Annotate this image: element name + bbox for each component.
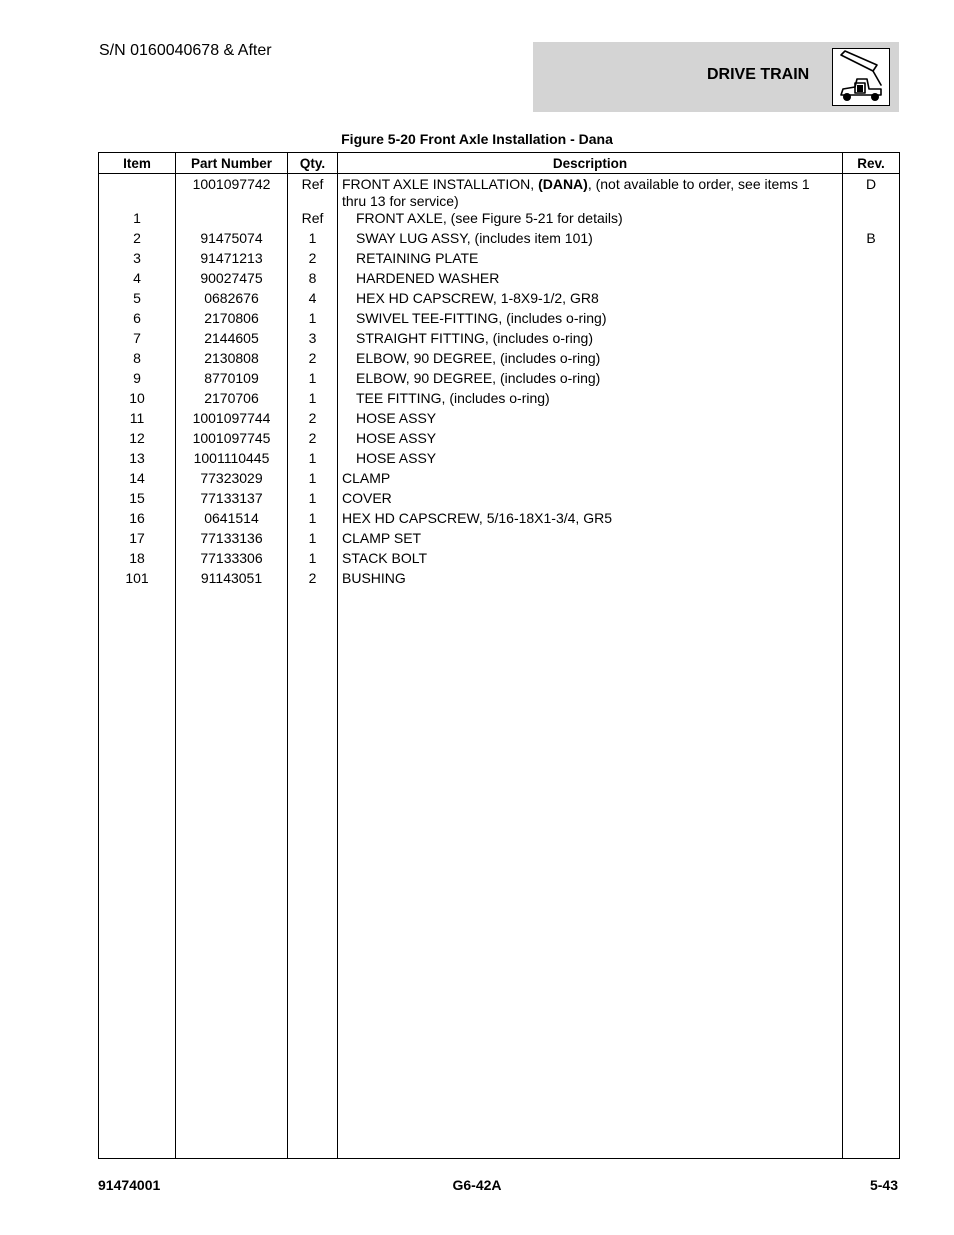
- rev-cell: [843, 210, 900, 230]
- part-number-cell: 1001110445: [176, 450, 288, 470]
- item-cell: 15: [99, 490, 176, 510]
- description-text: HEX HD CAPSCREW, 1-8X9-1/2, GR8: [356, 290, 599, 306]
- part-number-cell: [176, 210, 288, 230]
- qty-cell: 1: [288, 510, 338, 530]
- parts-table: [98, 152, 900, 1159]
- item-cell: 17: [99, 530, 176, 550]
- empty-cell: [288, 590, 338, 1159]
- telehandler-icon: [832, 48, 890, 106]
- description-text: HARDENED WASHER: [356, 270, 500, 286]
- description-cell: [338, 230, 843, 250]
- column-header-qty: Qty.: [288, 153, 338, 174]
- table-row: [99, 290, 900, 310]
- description-text: CLAMP SET: [342, 530, 422, 546]
- part-number-cell: 8770109: [176, 370, 288, 390]
- part-number-cell: 77133137: [176, 490, 288, 510]
- item-cell: 2: [99, 230, 176, 250]
- rev-cell: [843, 430, 900, 450]
- description-cell: [338, 470, 843, 490]
- part-number-cell: 77133306: [176, 550, 288, 570]
- description-text: BUSHING: [342, 570, 406, 586]
- qty-cell: 1: [288, 310, 338, 330]
- footer-model: G6-42A: [452, 1177, 502, 1193]
- rev-cell: D: [843, 174, 900, 211]
- description-cell: [338, 550, 843, 570]
- column-header-part-number: Part Number: [176, 153, 288, 174]
- description-text: CLAMP: [342, 470, 391, 486]
- description-cell: [338, 510, 843, 530]
- qty-cell: 1: [288, 450, 338, 470]
- rev-cell: [843, 550, 900, 570]
- description-cell: [338, 310, 843, 330]
- table-row: [99, 350, 900, 370]
- qty-cell: 1: [288, 390, 338, 410]
- table-row: [99, 550, 900, 570]
- rev-cell: [843, 570, 900, 590]
- part-number-cell: 77323029: [176, 470, 288, 490]
- qty-cell: 2: [288, 570, 338, 590]
- part-number-cell: 2170806: [176, 310, 288, 330]
- part-number-cell: 1001097744: [176, 410, 288, 430]
- item-cell: 14: [99, 470, 176, 490]
- qty-cell: 2: [288, 350, 338, 370]
- table-row: [99, 310, 900, 330]
- description-cell: [338, 450, 843, 470]
- table-row: [99, 490, 900, 510]
- part-number-cell: 0641514: [176, 510, 288, 530]
- part-number-cell: 91143051: [176, 570, 288, 590]
- part-number-cell: 2170706: [176, 390, 288, 410]
- description-text: COVER: [342, 490, 392, 506]
- description-text: SWAY LUG ASSY, (includes item 101): [356, 230, 593, 246]
- description-cell: [338, 210, 843, 230]
- table-row: [99, 530, 900, 550]
- description-cell: [338, 330, 843, 350]
- description-cell: [338, 570, 843, 590]
- description-text: STRAIGHT FITTING, (includes o-ring): [356, 330, 594, 346]
- description-cell: [338, 350, 843, 370]
- rev-cell: [843, 470, 900, 490]
- qty-cell: Ref: [288, 174, 338, 211]
- table-row: [99, 330, 900, 350]
- qty-cell: 2: [288, 430, 338, 450]
- table-row: [99, 174, 900, 211]
- part-number-cell: 1001097742: [176, 174, 288, 211]
- part-number-cell: 2144605: [176, 330, 288, 350]
- description-bold-text: (DANA): [538, 176, 588, 192]
- table-filler-row: [99, 590, 900, 1159]
- rev-cell: [843, 490, 900, 510]
- item-cell: 101: [99, 570, 176, 590]
- item-cell: [99, 174, 176, 211]
- table-row: [99, 450, 900, 470]
- description-text: HEX HD CAPSCREW, 5/16-18X1-3/4, GR5: [342, 510, 612, 526]
- qty-cell: 2: [288, 410, 338, 430]
- table-row: [99, 270, 900, 290]
- qty-cell: 1: [288, 490, 338, 510]
- description-text: HOSE ASSY: [356, 450, 437, 466]
- part-number-cell: 1001097745: [176, 430, 288, 450]
- item-cell: 4: [99, 270, 176, 290]
- table-header-row: [99, 153, 900, 174]
- table-row: [99, 250, 900, 270]
- part-number-cell: 91475074: [176, 230, 288, 250]
- rev-cell: [843, 250, 900, 270]
- column-header-description: Description: [338, 153, 843, 174]
- item-cell: 7: [99, 330, 176, 350]
- description-text: TEE FITTING, (includes o-ring): [356, 390, 550, 406]
- item-cell: 5: [99, 290, 176, 310]
- empty-cell: [99, 590, 176, 1159]
- table-row: [99, 570, 900, 590]
- description-text: HOSE ASSY: [356, 430, 437, 446]
- item-cell: 11: [99, 410, 176, 430]
- footer-document-number: 91474001: [98, 1177, 161, 1193]
- description-text: ELBOW, 90 DEGREE, (includes o-ring): [356, 370, 601, 386]
- table-row: [99, 390, 900, 410]
- footer-page-number: 5-43: [869, 1177, 898, 1193]
- description-cell: [338, 174, 843, 211]
- qty-cell: 1: [288, 470, 338, 490]
- description-cell: [338, 430, 843, 450]
- description-cell: [338, 270, 843, 290]
- description-cell: [338, 410, 843, 430]
- description-cell: [338, 490, 843, 510]
- table-row: [99, 430, 900, 450]
- rev-cell: [843, 510, 900, 530]
- qty-cell: 1: [288, 230, 338, 250]
- rev-cell: [843, 350, 900, 370]
- item-cell: 13: [99, 450, 176, 470]
- part-number-cell: 0682676: [176, 290, 288, 310]
- qty-cell: 2: [288, 250, 338, 270]
- empty-cell: [176, 590, 288, 1159]
- part-number-cell: 77133136: [176, 530, 288, 550]
- description-text: HOSE ASSY: [356, 410, 437, 426]
- qty-cell: 1: [288, 530, 338, 550]
- parts-table-body: [99, 174, 900, 1159]
- qty-cell: 1: [288, 550, 338, 570]
- part-number-cell: 2130808: [176, 350, 288, 370]
- rev-cell: [843, 410, 900, 430]
- description-cell: [338, 370, 843, 390]
- qty-cell: 3: [288, 330, 338, 350]
- table-row: [99, 210, 900, 230]
- item-cell: 18: [99, 550, 176, 570]
- table-row: [99, 510, 900, 530]
- table-row: [99, 410, 900, 430]
- item-cell: 6: [99, 310, 176, 330]
- table-row: [99, 470, 900, 490]
- item-cell: 3: [99, 250, 176, 270]
- description-cell: [338, 290, 843, 310]
- rev-cell: [843, 330, 900, 350]
- rev-cell: [843, 310, 900, 330]
- item-cell: 12: [99, 430, 176, 450]
- table-row: [99, 370, 900, 390]
- part-number-cell: 90027475: [176, 270, 288, 290]
- empty-cell: [843, 590, 900, 1159]
- description-cell: [338, 390, 843, 410]
- rev-cell: B: [843, 230, 900, 250]
- item-cell: 9: [99, 370, 176, 390]
- serial-number-range: S/N 0160040678 & After: [99, 42, 272, 59]
- table-row: [99, 230, 900, 250]
- rev-cell: [843, 450, 900, 470]
- description-text: RETAINING PLATE: [356, 250, 479, 266]
- column-header-rev: Rev.: [843, 153, 900, 174]
- qty-cell: 4: [288, 290, 338, 310]
- rev-cell: [843, 290, 900, 310]
- item-cell: 10: [99, 390, 176, 410]
- description-text: SWIVEL TEE-FITTING, (includes o-ring): [356, 310, 607, 326]
- rev-cell: [843, 370, 900, 390]
- rev-cell: [843, 530, 900, 550]
- qty-cell: 1: [288, 370, 338, 390]
- description-text: STACK BOLT: [342, 550, 428, 566]
- description-text: FRONT AXLE INSTALLATION,: [342, 176, 539, 192]
- description-text-continued: , (not available to order, see items 1 thru 13 for service): [342, 176, 810, 209]
- description-cell: [338, 250, 843, 270]
- description-cell: [338, 530, 843, 550]
- description-text: FRONT AXLE, (see Figure 5-21 for details): [356, 210, 623, 226]
- qty-cell: Ref: [288, 210, 338, 230]
- qty-cell: 8: [288, 270, 338, 290]
- item-cell: 16: [99, 510, 176, 530]
- rev-cell: [843, 390, 900, 410]
- part-number-cell: 91471213: [176, 250, 288, 270]
- item-cell: 8: [99, 350, 176, 370]
- item-cell: 1: [99, 210, 176, 230]
- rev-cell: [843, 270, 900, 290]
- description-text: ELBOW, 90 DEGREE, (includes o-ring): [356, 350, 601, 366]
- section-title: DRIVE TRAIN: [707, 66, 810, 83]
- figure-title: Figure 5-20 Front Axle Installation - Dana: [341, 131, 613, 147]
- column-header-item: Item: [99, 153, 176, 174]
- empty-cell: [338, 590, 843, 1159]
